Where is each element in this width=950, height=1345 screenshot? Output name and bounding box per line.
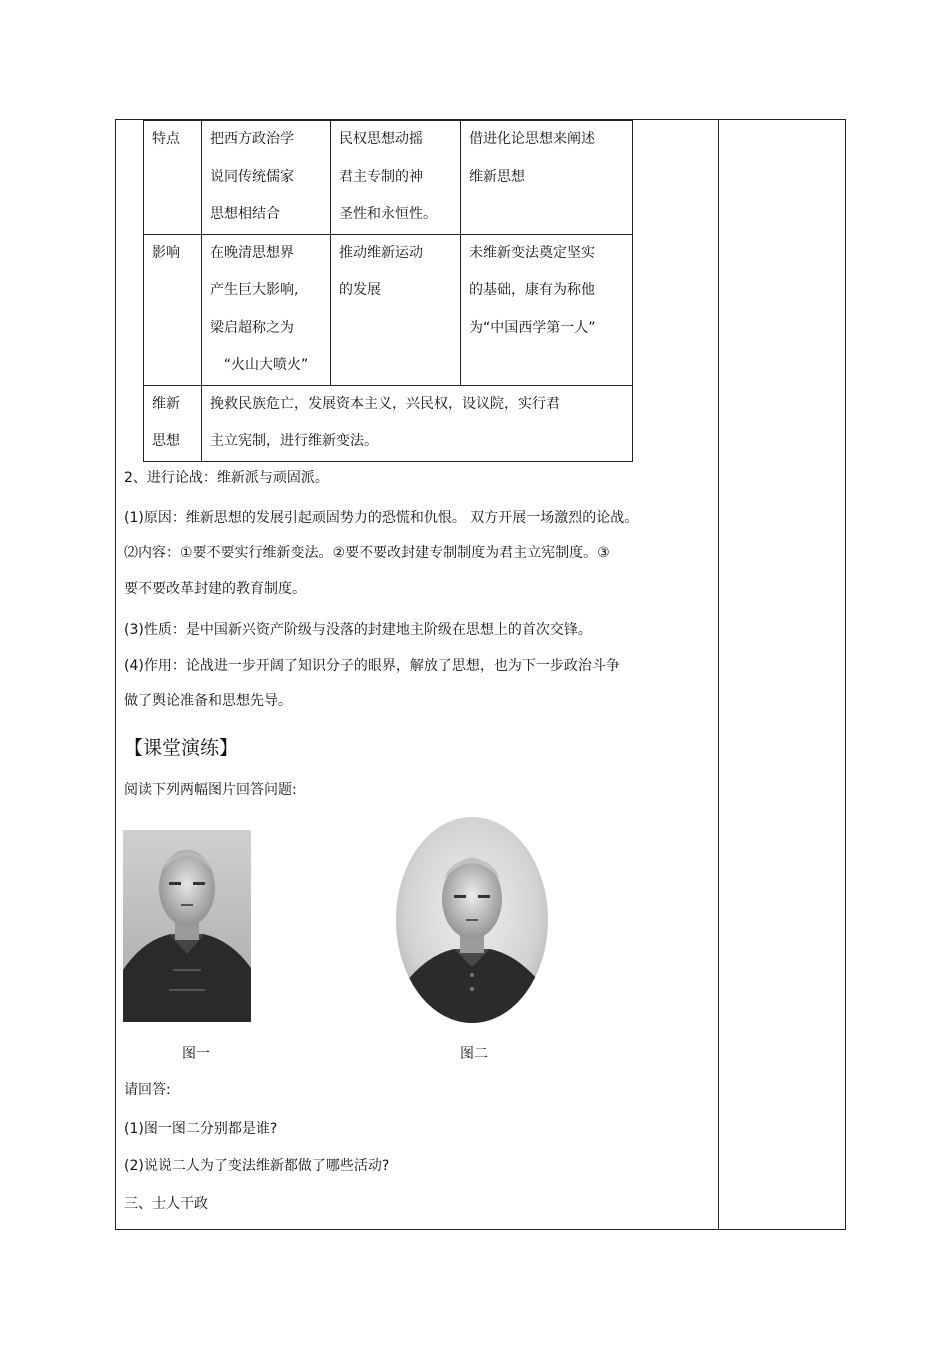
comparison-table (143, 120, 633, 462)
row-label (144, 121, 202, 235)
cell-line: 主立宪制，进行维新变法。 (210, 433, 378, 449)
table-cell (461, 234, 633, 385)
table-row-features (144, 121, 633, 235)
practice-intro: 阅读下列两幅图片回答问题: (124, 782, 297, 798)
section2-nature: (3)性质：是中国新兴资产阶级与没落的封建地主阶级在思想上的首次交锋。 (124, 622, 592, 638)
table-cell (202, 121, 331, 235)
section2-title: 2、进行论战：维新派与顽固派。 (124, 470, 329, 486)
table-cell-merged (202, 385, 633, 461)
cell-line: 推动维新运动 (339, 244, 423, 261)
portrait-photo-figure2 (396, 817, 548, 1023)
answer-prompt: 请回答: (124, 1082, 171, 1098)
cell-line: 梁启超称之为 (210, 319, 294, 336)
table-cell (202, 234, 331, 385)
cell-line: 为“中国西学第一人” (469, 319, 596, 336)
cell-line: 圣性和永恒性。 (339, 206, 437, 222)
cell-line: 产生巨大影响, (210, 282, 299, 298)
question-1: (1)图一图二分别都是谁? (124, 1121, 278, 1137)
cell-line: 未维新变法奠定坚实 (469, 244, 595, 261)
table-cell (461, 121, 633, 235)
cell-line: 挽救民族危亡，发展资本主义，兴民权，设议院，实行君 (210, 395, 560, 412)
portrait-photo-figure1 (123, 830, 251, 1022)
row-label (144, 385, 202, 461)
cell-line: 思想相结合 (210, 206, 280, 222)
section2-effect-line2: 做了舆论准备和思想先导。 (124, 693, 292, 709)
cell-line: 在晚清思想界 (210, 244, 294, 261)
section2-content-line2: 要不要改革封建的教育制度。 (124, 581, 306, 597)
figure1-caption: 图一 (182, 1046, 210, 1062)
table-cell (331, 234, 461, 385)
table-row-reform-thought (144, 385, 633, 461)
cell-line: 借进化论思想来阐述 (469, 131, 595, 147)
section2-cause: (1)原因：维新思想的发展引起顽固势力的恐慌和仇恨。 双方开展一场激烈的论战。 (124, 510, 639, 526)
section2-effect-line1: (4)作用：论战进一步开阔了知识分子的眼界，解放了思想，也为下一步政治斗争 (124, 658, 620, 674)
cell-line: 民权思想动摇 (339, 131, 423, 147)
cell-line: “火山大喷火” (223, 357, 309, 373)
section2-content-line1: ⑵内容：①要不要实行维新变法。②要不要改封建专制制度为君主立宪制度。③ (124, 545, 610, 561)
question-2: (2)说说二人为了变法维新都做了哪些活动? (124, 1158, 390, 1174)
practice-heading: 【课堂演练】 (124, 737, 239, 759)
outer-frame-right (845, 119, 846, 1230)
outer-frame-bottom (115, 1229, 846, 1230)
row-label (144, 234, 202, 385)
cell-line: 把西方政治学 (210, 131, 294, 147)
row-label-text: 思想 (152, 433, 180, 449)
row-label-text: 特点 (152, 131, 180, 147)
figure2-caption: 图二 (460, 1046, 488, 1062)
row-label-text: 影响 (152, 244, 180, 261)
table-row-influence (144, 234, 633, 385)
cell-line: 的基础，康有为称他 (469, 282, 595, 298)
cell-line: 维新思想 (469, 168, 525, 185)
cell-line: 君主专制的神 (339, 168, 423, 185)
next-section-title: 三、士人干政 (124, 1196, 208, 1212)
table-cell (331, 121, 461, 235)
outer-frame-left (115, 119, 116, 1230)
cell-line: 说同传统儒家 (210, 168, 294, 185)
cell-line: 的发展 (339, 282, 381, 298)
column-divider (718, 119, 719, 1230)
row-label-text: 维新 (152, 395, 180, 412)
